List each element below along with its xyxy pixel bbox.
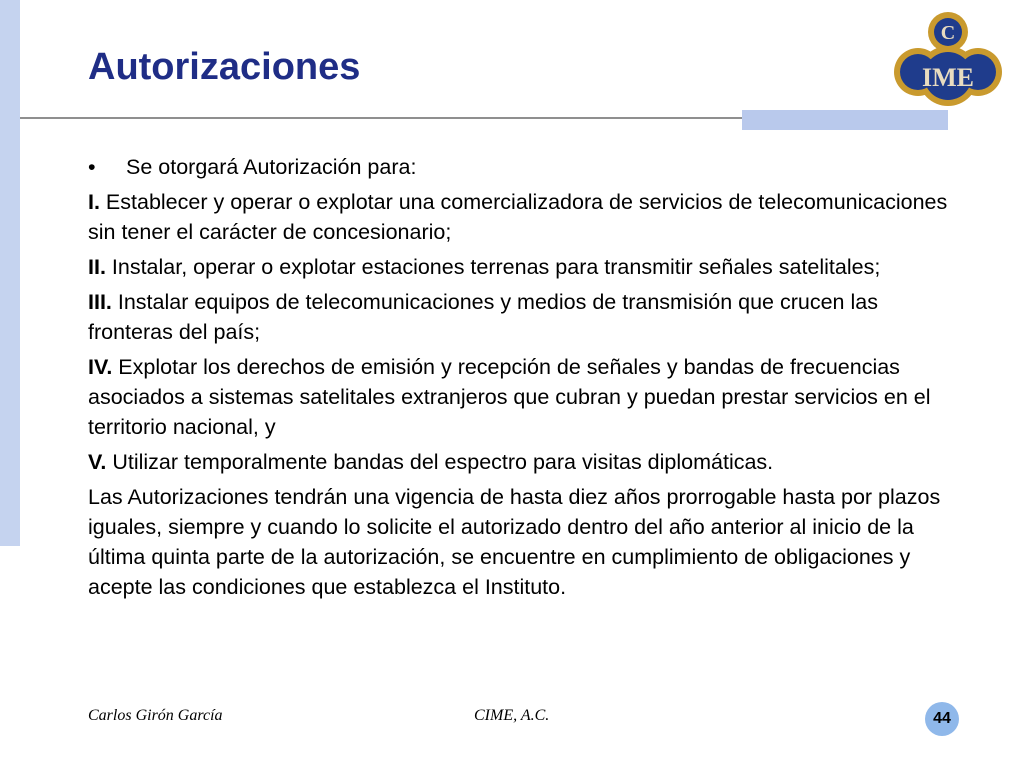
list-item (88, 447, 948, 477)
cime-logo (892, 10, 1004, 110)
list-item (88, 187, 948, 247)
item-number: I. (88, 190, 100, 214)
item-text: Utilizar temporalmente bandas del espectro para visitas diplomáticas. (106, 450, 774, 474)
logo-bottom-letters: IME (922, 63, 974, 92)
list-item (88, 252, 948, 282)
item-text: Explotar los derechos de emisión y recepción de señales y bandas de frecuencias asociados a sistemas satelitales extranjeros que cubran y puedan prestar servicios en el territorio nacional, y (88, 355, 931, 439)
footer-author: Carlos Girón García (88, 707, 223, 724)
slide-title: Autorizaciones (88, 46, 361, 88)
bullet-text: Se otorgará Autorización para: (126, 155, 417, 179)
page-number-badge: 44 (925, 702, 959, 736)
bullet-intro (88, 152, 948, 182)
item-text: Establecer y operar o explotar una comercializadora de servicios de telecomunicaciones sin tener el carácter de concesionario; (88, 190, 948, 244)
item-number: II. (88, 255, 106, 279)
item-number: V. (88, 450, 107, 474)
bullet-icon: • (88, 155, 96, 179)
item-number: IV. (88, 355, 113, 379)
closing-paragraph: Las Autorizaciones tendrán una vigencia de hasta diez años prorrogable hasta por plazos iguales, siempre y cuando lo solicite el autorizado dentro del año anterior al inicio de la última quinta parte de la autorización, se encuentre en cumplimiento de obligaciones y acepte las condiciones que establezca el Instituto. (88, 485, 941, 599)
logo-top-letter: C (940, 22, 956, 44)
list-item (88, 352, 948, 442)
slide-body (88, 152, 948, 607)
item-text: Instalar, operar o explotar estaciones terrenas para transmitir señales satelitales; (105, 255, 881, 279)
left-accent-bar (0, 0, 20, 546)
footer-organization: CIME, A.C. (474, 707, 550, 724)
divider-accent-block (742, 110, 948, 130)
item-number: III. (88, 290, 112, 314)
list-item (88, 287, 948, 347)
item-text: Instalar equipos de telecomunicaciones y medios de transmisión que crucen las fronteras del país; (88, 290, 878, 344)
